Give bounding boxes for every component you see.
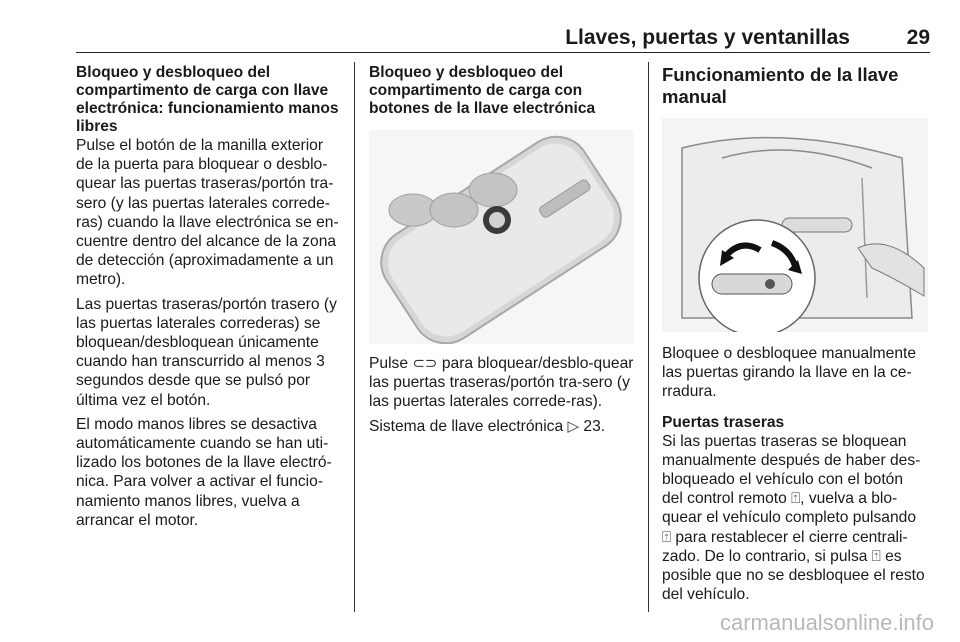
column-divider-2 xyxy=(648,62,649,612)
page-header xyxy=(76,26,930,50)
paragraph xyxy=(369,354,634,412)
text-run: , vuelva a blo-quear el vehículo completo pulsando xyxy=(662,490,916,527)
section-heading-manual-key: Funcionamiento de la llave manual xyxy=(662,64,899,107)
section-heading-key-buttons: Bloqueo y desbloqueo del compartimento de carga con botones de la llave electrónica xyxy=(369,64,596,117)
unlock-icon: ⍐ xyxy=(871,547,881,565)
paragraph xyxy=(369,417,634,436)
text-run: para bloquear/desblo-quear las puertas traseras/portón tra-sero (y las puertas laterales correde-ras). xyxy=(369,355,634,411)
paragraph: El modo manos libres se desactiva automáticamente cuando se han uti-lizado los botones de la llave electró-nica. Para volver a activar el funcio-namiento manos libres, vuelva a arrancar el motor. xyxy=(76,415,332,529)
column-divider-1 xyxy=(354,62,355,612)
unlock-icon: ⍐ xyxy=(791,490,801,508)
paragraph: Bloquee o desbloquee manualmente las puertas girando la llave en la ce-rradura. xyxy=(662,345,917,401)
text-run: Si las puertas traseras se bloquean manualmente después de haber des-bloqueado el vehículo con el botón del control remoto xyxy=(662,432,921,508)
watermark: carmanualsonline.info xyxy=(719,610,934,635)
manual-key-door-lock-illustration xyxy=(662,118,928,332)
column-3 xyxy=(662,64,928,609)
paragraph: Pulse el botón de la manilla exterior de la puerta para bloquear o desblo-quear las puertas traseras/portón tra-sero (y las puertas laterales correde-ras) cuando la llave electrónica se en-cuentre dentro del alcance de la zona de detección (aproximadamente a un metro). xyxy=(76,137,339,289)
page-header-title: Llaves, puertas y ventanillas xyxy=(565,26,850,49)
page-reference: 23. xyxy=(583,417,606,435)
lock-icon: ⍐ xyxy=(662,528,672,546)
column-2 xyxy=(369,64,634,441)
text-run: es posible que no se desbloquee el resto del vehículo. xyxy=(662,547,925,604)
page-reference-icon: ▷ xyxy=(567,417,580,435)
text-run: Sistema de llave electrónica xyxy=(369,417,564,435)
column-1 xyxy=(76,64,341,535)
paragraph: Las puertas traseras/portón trasero (y las puertas laterales correderas) se bloquean/desbloquean únicamente cuando han transcurrido al menos 3 segundos desde que se pulsó por última vez el botón. xyxy=(76,295,337,409)
rear-door-icon: ⊂⊃ xyxy=(412,355,438,372)
header-divider xyxy=(76,52,930,53)
text-run: para restablecer el cierre centrali-zado. De lo contrario, si pulsa xyxy=(662,528,908,565)
subheading-rear-doors: Puertas traseras xyxy=(662,413,785,431)
section-heading-hands-free: Bloqueo y desbloqueo del compartimento de carga con llave electrónica: funcionamiento manos libres xyxy=(76,64,339,135)
paragraph xyxy=(662,432,928,605)
text-run: Pulse xyxy=(369,355,409,372)
electronic-key-card-illustration xyxy=(369,130,634,344)
page-number: 29 xyxy=(906,26,930,49)
